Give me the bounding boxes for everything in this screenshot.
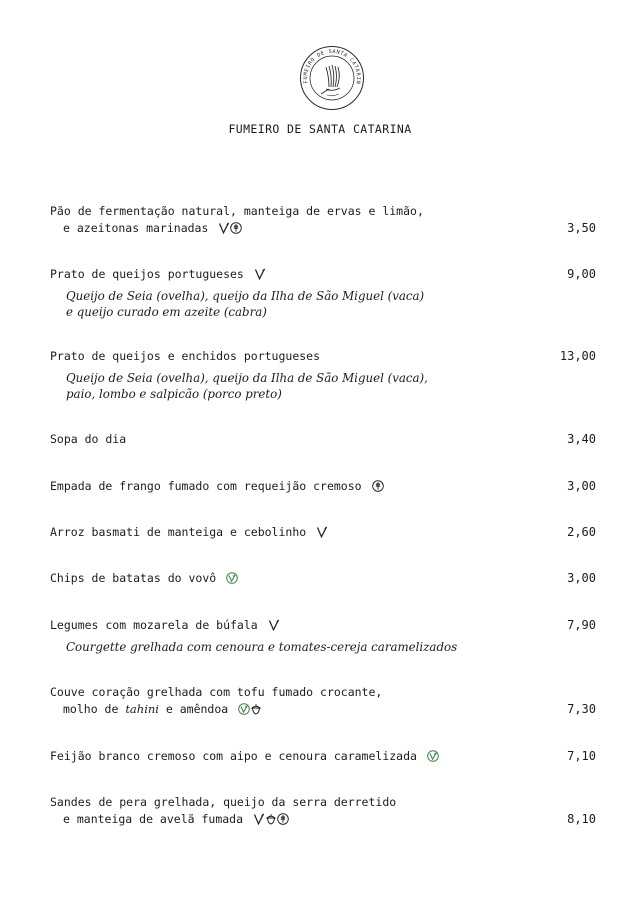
- menu-item-pao: [50, 203, 596, 237]
- item-name-line2: [50, 811, 596, 828]
- item-price: 3,00: [567, 571, 596, 585]
- item-name-line: [50, 524, 596, 541]
- menu-item-arroz: [50, 524, 596, 541]
- item-name-text: Arroz basmati de manteiga e cebolinho: [50, 525, 307, 539]
- item-name-text: Sopa do dia: [50, 432, 127, 446]
- seal-text: FUMEIRO DE SANTA CATARIN: [302, 48, 362, 85]
- item-name-text: Prato de queijos portugueses: [50, 267, 244, 281]
- acorn-nuts-icon: [250, 703, 262, 715]
- item-name-line2: [50, 220, 596, 237]
- item-name-text: Prato de queijos e enchidos portugueses: [50, 349, 321, 363]
- vegan-leaf-icon: [427, 750, 439, 762]
- item-price: 3,00: [567, 479, 596, 493]
- menu-item-chips: [50, 570, 596, 587]
- item-price: 8,10: [567, 812, 596, 826]
- menu-item-enchidos: [50, 348, 596, 402]
- vegan-leaf-icon: [238, 703, 250, 715]
- item-name-text: Chips de batatas do vovô: [50, 571, 217, 585]
- item-price: 7,90: [567, 618, 596, 632]
- item-name-line: [50, 348, 596, 365]
- item-name-text: Legumes com mozarela de búfala: [50, 618, 258, 632]
- item-name-line: [50, 431, 596, 448]
- vegan-leaf-icon: [226, 572, 238, 584]
- item-name-line2: [50, 701, 596, 718]
- vegetarian-v-icon: [316, 526, 328, 538]
- item-name-line: [50, 478, 596, 495]
- menu-item-feijao: [50, 748, 596, 765]
- menu-item-empada: [50, 478, 596, 495]
- item-name-line: [50, 570, 596, 587]
- menu-item-sopa: [50, 431, 596, 448]
- menu-item-queijos: [50, 266, 596, 320]
- menu-item-sandes: [50, 794, 596, 828]
- item-description-line1: Courgette grelhada com cenoura e tomates-cereja caramelizados: [66, 640, 458, 654]
- item-name-line: [50, 617, 596, 634]
- item-name-line: [50, 266, 596, 283]
- item-price: 9,00: [567, 267, 596, 281]
- item-name-line1: Couve coração grelhada com tofu fumado crocante,: [50, 685, 383, 699]
- brand-name: FUMEIRO DE SANTA CATARINA: [228, 122, 412, 136]
- vegetarian-v-icon: [253, 813, 265, 825]
- item-price: 2,60: [567, 525, 596, 539]
- item-price: 3,50: [567, 221, 596, 235]
- item-name-text: Feijão branco cremoso com aipo e cenoura caramelizada: [50, 749, 417, 763]
- item-description-line2: paio, lombo e salpicão (porco preto): [66, 387, 282, 401]
- menu-item-couve: [50, 684, 596, 718]
- item-description-line1: Queijo de Seia (ovelha), queijo da Ilha de São Miguel (vaca): [66, 289, 425, 303]
- item-name-text: e azeitonas marinadas: [63, 221, 209, 235]
- item-name-line1: Pão de fermentação natural, manteiga de ervas e limão,: [50, 204, 424, 218]
- vegetarian-v-icon: [254, 268, 266, 280]
- item-description-line2: e queijo curado em azeite (cabra): [66, 305, 267, 319]
- vegetarian-v-icon: [218, 222, 230, 234]
- item-name-text-a: molho de: [63, 702, 126, 716]
- item-name-line: [50, 748, 596, 765]
- menu-item-legumes: [50, 617, 596, 655]
- item-price: 3,40: [567, 432, 596, 446]
- item-name-text-italic: tahini: [125, 702, 159, 716]
- item-name-text: Empada de frango fumado com requeijão cremoso: [50, 479, 362, 493]
- wheat-gluten-icon: [230, 222, 242, 234]
- brand-logo-seal: [299, 45, 365, 111]
- item-name-text: e manteiga de avelã fumada: [63, 812, 244, 826]
- item-price: 13,00: [559, 349, 596, 363]
- item-name-text-c: e amêndoa: [158, 702, 229, 716]
- item-description-line1: Queijo de Seia (ovelha), queijo da Ilha de São Miguel (vaca),: [66, 371, 428, 385]
- item-price: 7,10: [567, 749, 596, 763]
- vegetarian-v-icon: [268, 619, 280, 631]
- acorn-nuts-icon: [265, 813, 277, 825]
- wheat-gluten-icon: [372, 480, 384, 492]
- item-price: 7,30: [567, 702, 596, 716]
- wheat-gluten-icon: [277, 813, 289, 825]
- item-name-line1: Sandes de pera grelhada, queijo da serra derretido: [50, 795, 397, 809]
